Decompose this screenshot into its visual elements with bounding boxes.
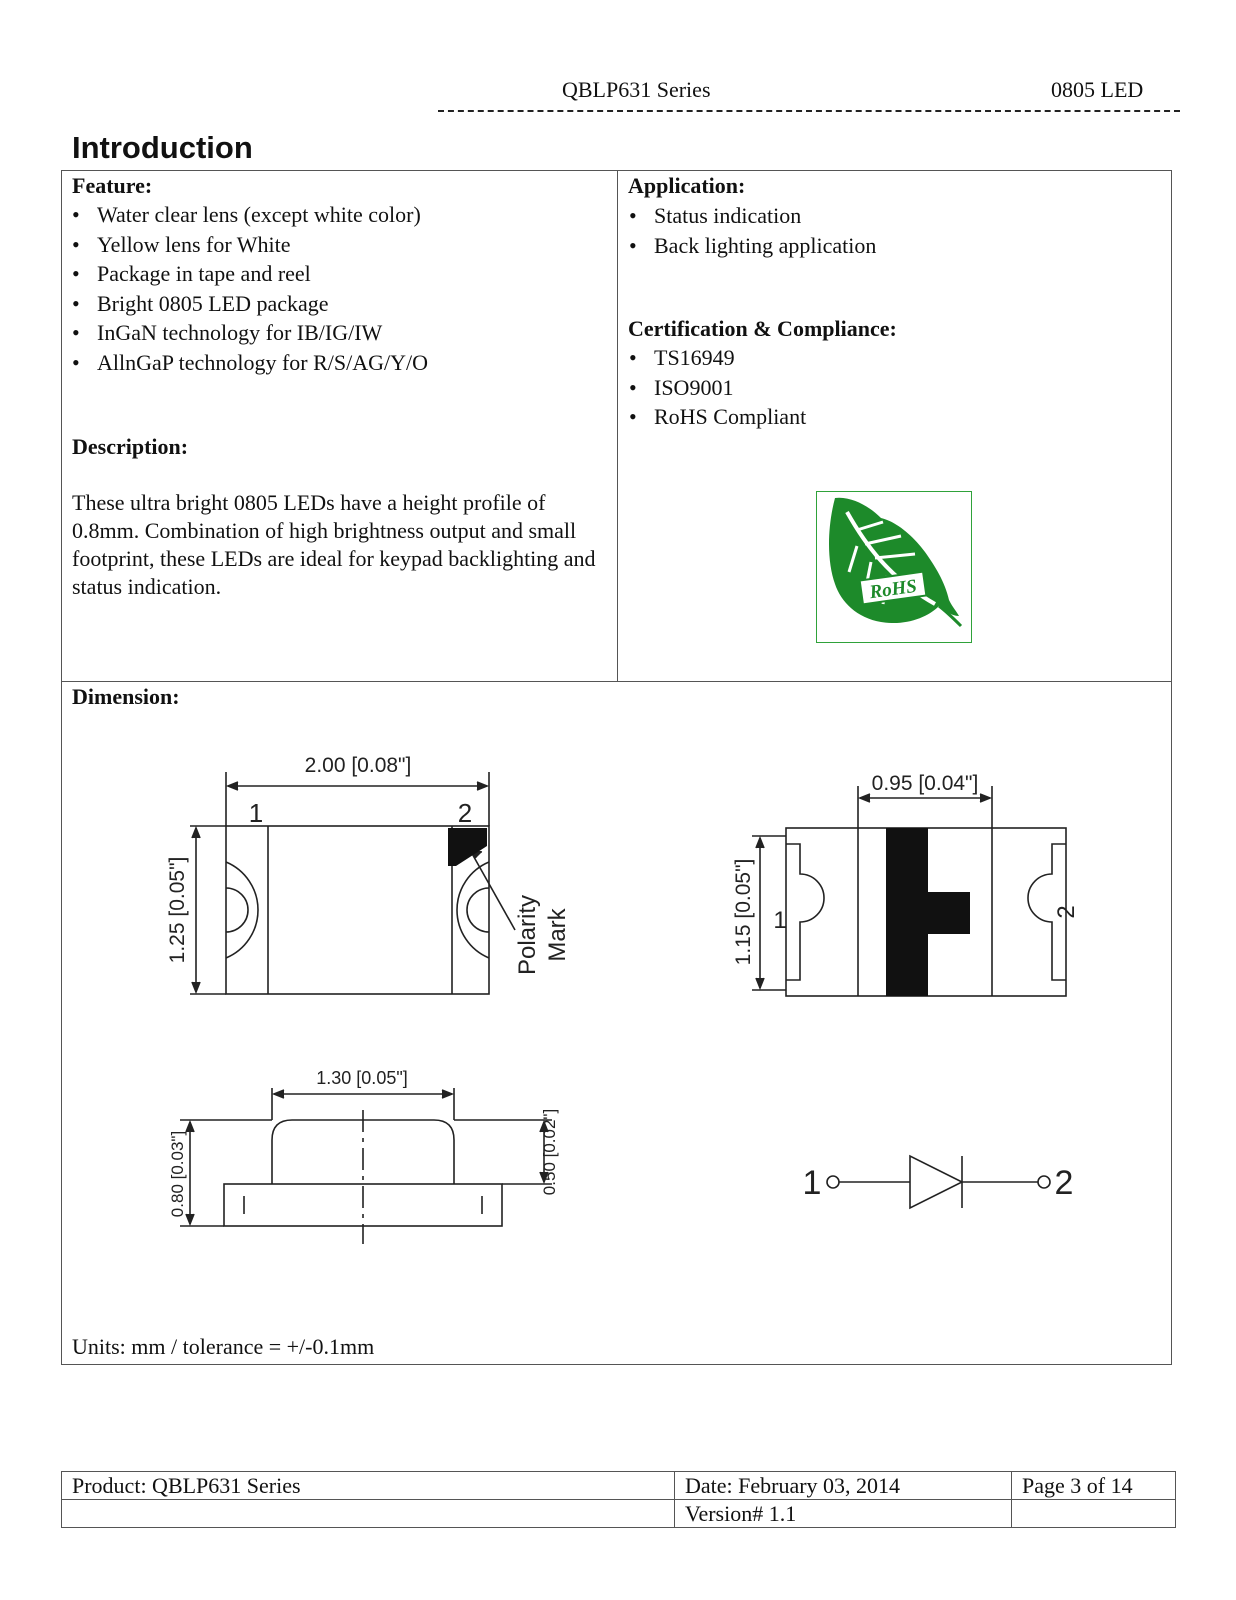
header-package: 0805 LED	[1051, 77, 1144, 102]
units-note: Units: mm / tolerance = +/-0.1mm	[72, 1334, 375, 1359]
top-pin1-label: 1	[248, 798, 264, 828]
list-item: • InGaN technology for IB/IG/IW	[70, 318, 428, 348]
diode-schematic	[827, 1156, 1050, 1208]
dimension-heading: Dimension:	[72, 684, 180, 709]
side-lens-label: 0.50 [0.02"]	[540, 1108, 559, 1196]
top-pin2-label: 2	[457, 798, 473, 828]
top-height-label: 1.25 [0.05"]	[166, 856, 189, 964]
bottom-height-label: 1.15 [0.05"]	[732, 858, 755, 966]
rohs-logo-text: RoHS	[868, 575, 919, 604]
list-item: • Status indication	[627, 201, 876, 231]
bottom-pad-fill	[886, 828, 970, 996]
polarity-label-2: Mark	[544, 908, 571, 962]
footer-empty-cell	[62, 1500, 675, 1528]
bottom-width-label: 0.95 [0.04"]	[871, 772, 979, 795]
schematic-pin2-label: 2	[1054, 1164, 1074, 1202]
list-item: • ISO9001	[627, 373, 806, 403]
schematic-pin1-label: 1	[802, 1164, 822, 1202]
list-item: • Yellow lens for White	[70, 230, 428, 260]
application-heading: Application:	[628, 173, 746, 198]
polarity-label-1: Polarity	[514, 894, 541, 976]
footer-date: Date: February 03, 2014	[675, 1472, 1012, 1500]
footer-table	[61, 1471, 1176, 1528]
polarity-mark-fill	[448, 828, 487, 866]
feature-heading: Feature:	[72, 173, 153, 198]
side-width-label: 1.30 [0.05"]	[316, 1068, 408, 1088]
top-width-label: 2.00 [0.08"]	[304, 754, 412, 777]
header-series: QBLP631 Series	[562, 77, 711, 102]
side-height-label: 0.80 [0.03"]	[168, 1130, 187, 1218]
description-text: These ultra bright 0805 LEDs have a height profile of 0.8mm. Combination of high brightness output and small footprint, these LEDs are ideal for keypad backlighting and status indication.	[72, 490, 596, 599]
footer-version: Version# 1.1	[675, 1500, 1012, 1528]
certification-heading: Certification & Compliance:	[628, 316, 897, 341]
list-item: • Bright 0805 LED package	[70, 289, 428, 319]
side-view-drawing	[180, 1088, 552, 1244]
list-item: • Package in tape and reel	[70, 259, 428, 289]
list-item: • Back lighting application	[627, 231, 876, 261]
bottom-pin1-label: 1	[773, 907, 787, 934]
list-item: • RoHS Compliant	[627, 402, 806, 432]
list-item: • AllnGaP technology for R/S/AG/Y/O	[70, 348, 428, 378]
footer-page: Page 3 of 14	[1012, 1472, 1176, 1500]
footer-product: Product: QBLP631 Series	[62, 1472, 675, 1500]
list-item: • TS16949	[627, 343, 806, 373]
footer-empty-cell	[1012, 1500, 1176, 1528]
list-item: • Water clear lens (except white color)	[70, 200, 428, 230]
page-title: Introduction	[72, 130, 253, 165]
description-heading: Description:	[72, 434, 189, 459]
bottom-pin2-label: 2	[1053, 905, 1080, 919]
